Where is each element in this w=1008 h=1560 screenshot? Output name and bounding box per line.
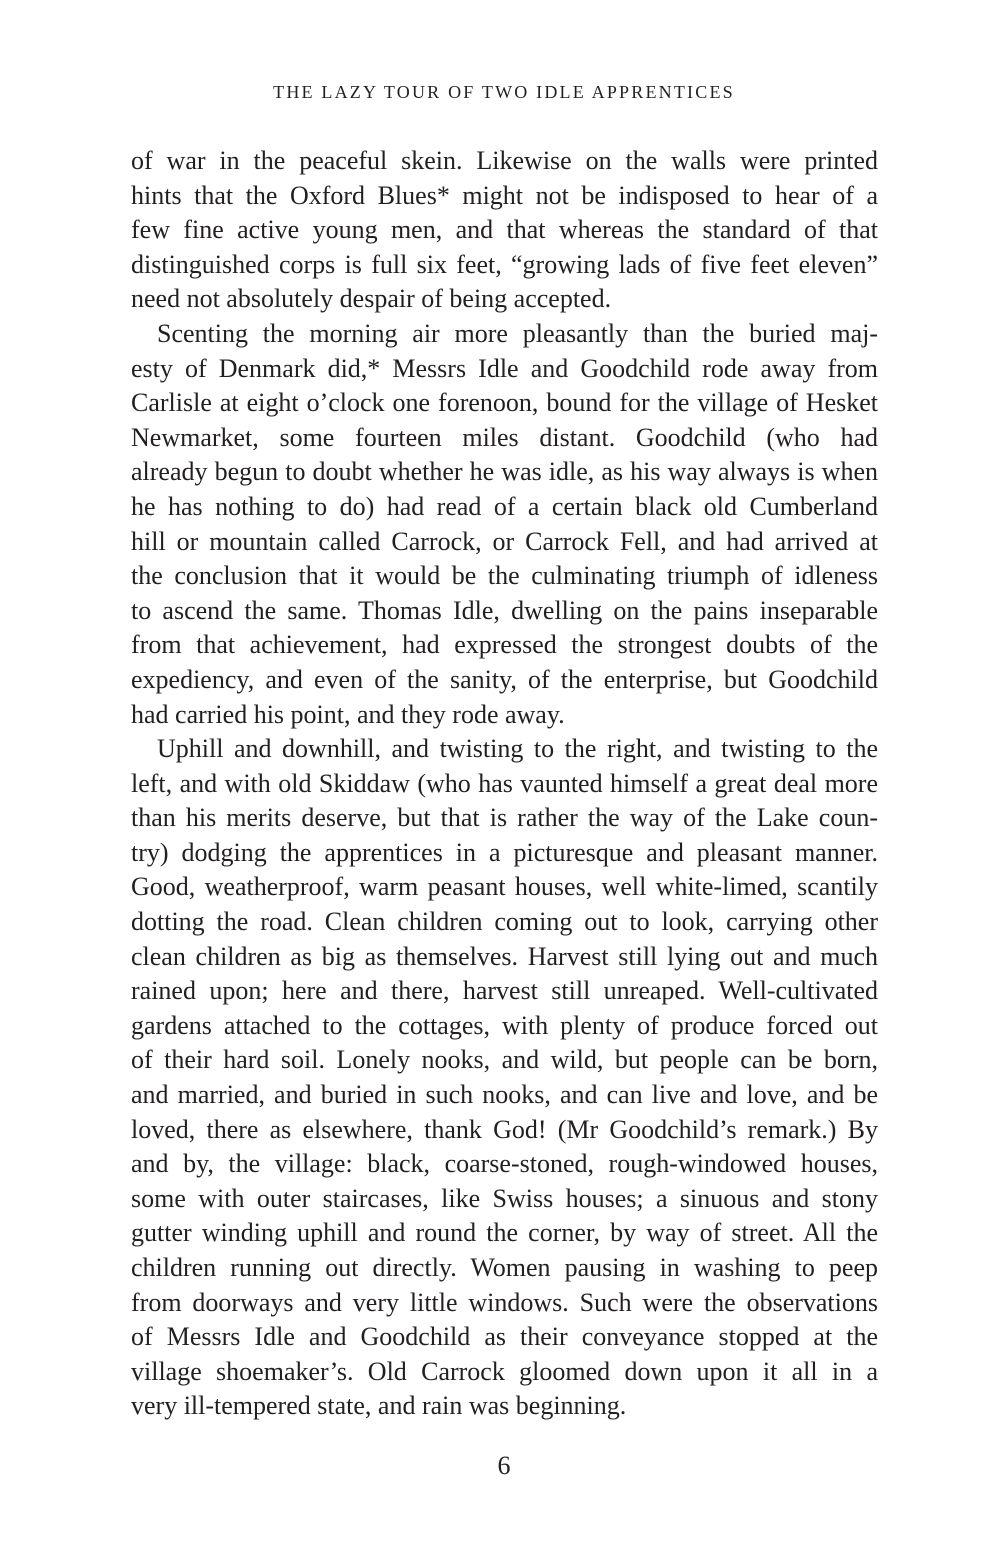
text-line: Scenting the morning air more pleasantly than the buried maj- (157, 318, 878, 348)
paragraph (131, 732, 878, 1424)
page-number: 6 (497, 1451, 511, 1480)
text-line: few fine active young men, and that whereas the standard of that (131, 215, 878, 245)
text-line: distinguished corps is full six feet, “growing lads of five feet eleven” (131, 249, 878, 279)
text-line: and married, and buried in such nooks, and can live and love, and be (131, 1080, 878, 1110)
text-line: he has nothing to do) had read of a certain black old Cumberland (131, 491, 878, 521)
text-line: had carried his point, and they rode away. (131, 699, 565, 729)
text-line: from doorways and very little windows. Such were the observations (131, 1287, 878, 1317)
text-line: the conclusion that it would be the culminating triumph of idleness (131, 561, 878, 591)
text-line: try) dodging the apprentices in a picturesque and pleasant manner. (131, 837, 878, 867)
text-line: Good, weatherproof, warm peasant houses, well white-limed, scantily (131, 872, 878, 902)
text-line: village shoemaker’s. Old Carrock gloomed down upon it all in a (131, 1356, 878, 1386)
text-line: gardens attached to the cottages, with plenty of produce forced out (131, 1010, 878, 1040)
text-line: than his merits deserve, but that is rather the way of the Lake coun- (131, 803, 878, 833)
text-line: gutter winding uphill and round the corner, by way of street. All the (131, 1218, 878, 1248)
text-line: need not absolutely despair of being accepted. (131, 284, 612, 314)
body-text (131, 144, 878, 1424)
text-line: of their hard soil. Lonely nooks, and wild, but people can be born, (131, 1045, 878, 1075)
text-line: esty of Denmark did,* Messrs Idle and Goodchild rode away from (131, 353, 878, 383)
text-line: of war in the peaceful skein. Likewise on the walls were printed (131, 146, 878, 175)
text-line: very ill-tempered state, and rain was beginning. (131, 1391, 627, 1421)
text-line: Uphill and downhill, and twisting to the right, and twisting to the (157, 734, 878, 764)
text-line: already begun to doubt whether he was idle, as his way always is when (131, 457, 878, 487)
text-line: clean children as big as themselves. Harvest still lying out and much (131, 941, 878, 971)
running-head: THE LAZY TOUR OF TWO IDLE APPRENTICES (273, 82, 735, 102)
text-line: and by, the village: black, coarse-stoned, rough-windowed houses, (131, 1149, 878, 1179)
text-line: Newmarket, some fourteen miles distant. Goodchild (who had (131, 422, 878, 452)
text-line: loved, there as elsewhere, thank God! (Mr Goodchild’s remark.) By (131, 1114, 878, 1144)
paragraph (131, 144, 878, 317)
text-line: expediency, and even of the sanity, of the enterprise, but Goodchild (131, 664, 878, 694)
text-line: Carlisle at eight o’clock one forenoon, bound for the village of Hesket (131, 388, 878, 418)
text-line: children running out directly. Women pausing in washing to peep (131, 1253, 878, 1282)
text-line: to ascend the same. Thomas Idle, dwelling on the pains inseparable (131, 595, 878, 625)
text-line: hints that the Oxford Blues* might not be indisposed to hear of a (131, 180, 878, 210)
text-line: rained upon; here and there, harvest still unreaped. Well-cultivated (131, 976, 878, 1006)
text-line: of Messrs Idle and Goodchild as their conveyance stopped at the (131, 1322, 878, 1352)
text-line: left, and with old Skiddaw (who has vaunted himself a great deal more (131, 768, 878, 798)
text-line: hill or mountain called Carrock, or Carrock Fell, and had arrived at (131, 526, 878, 556)
text-line: some with outer staircases, like Swiss houses; a sinuous and stony (131, 1183, 878, 1213)
paragraph (131, 317, 878, 732)
text-line: from that achievement, had expressed the strongest doubts of the (131, 630, 878, 660)
text-line: dotting the road. Clean children coming out to look, carrying other (131, 907, 878, 937)
